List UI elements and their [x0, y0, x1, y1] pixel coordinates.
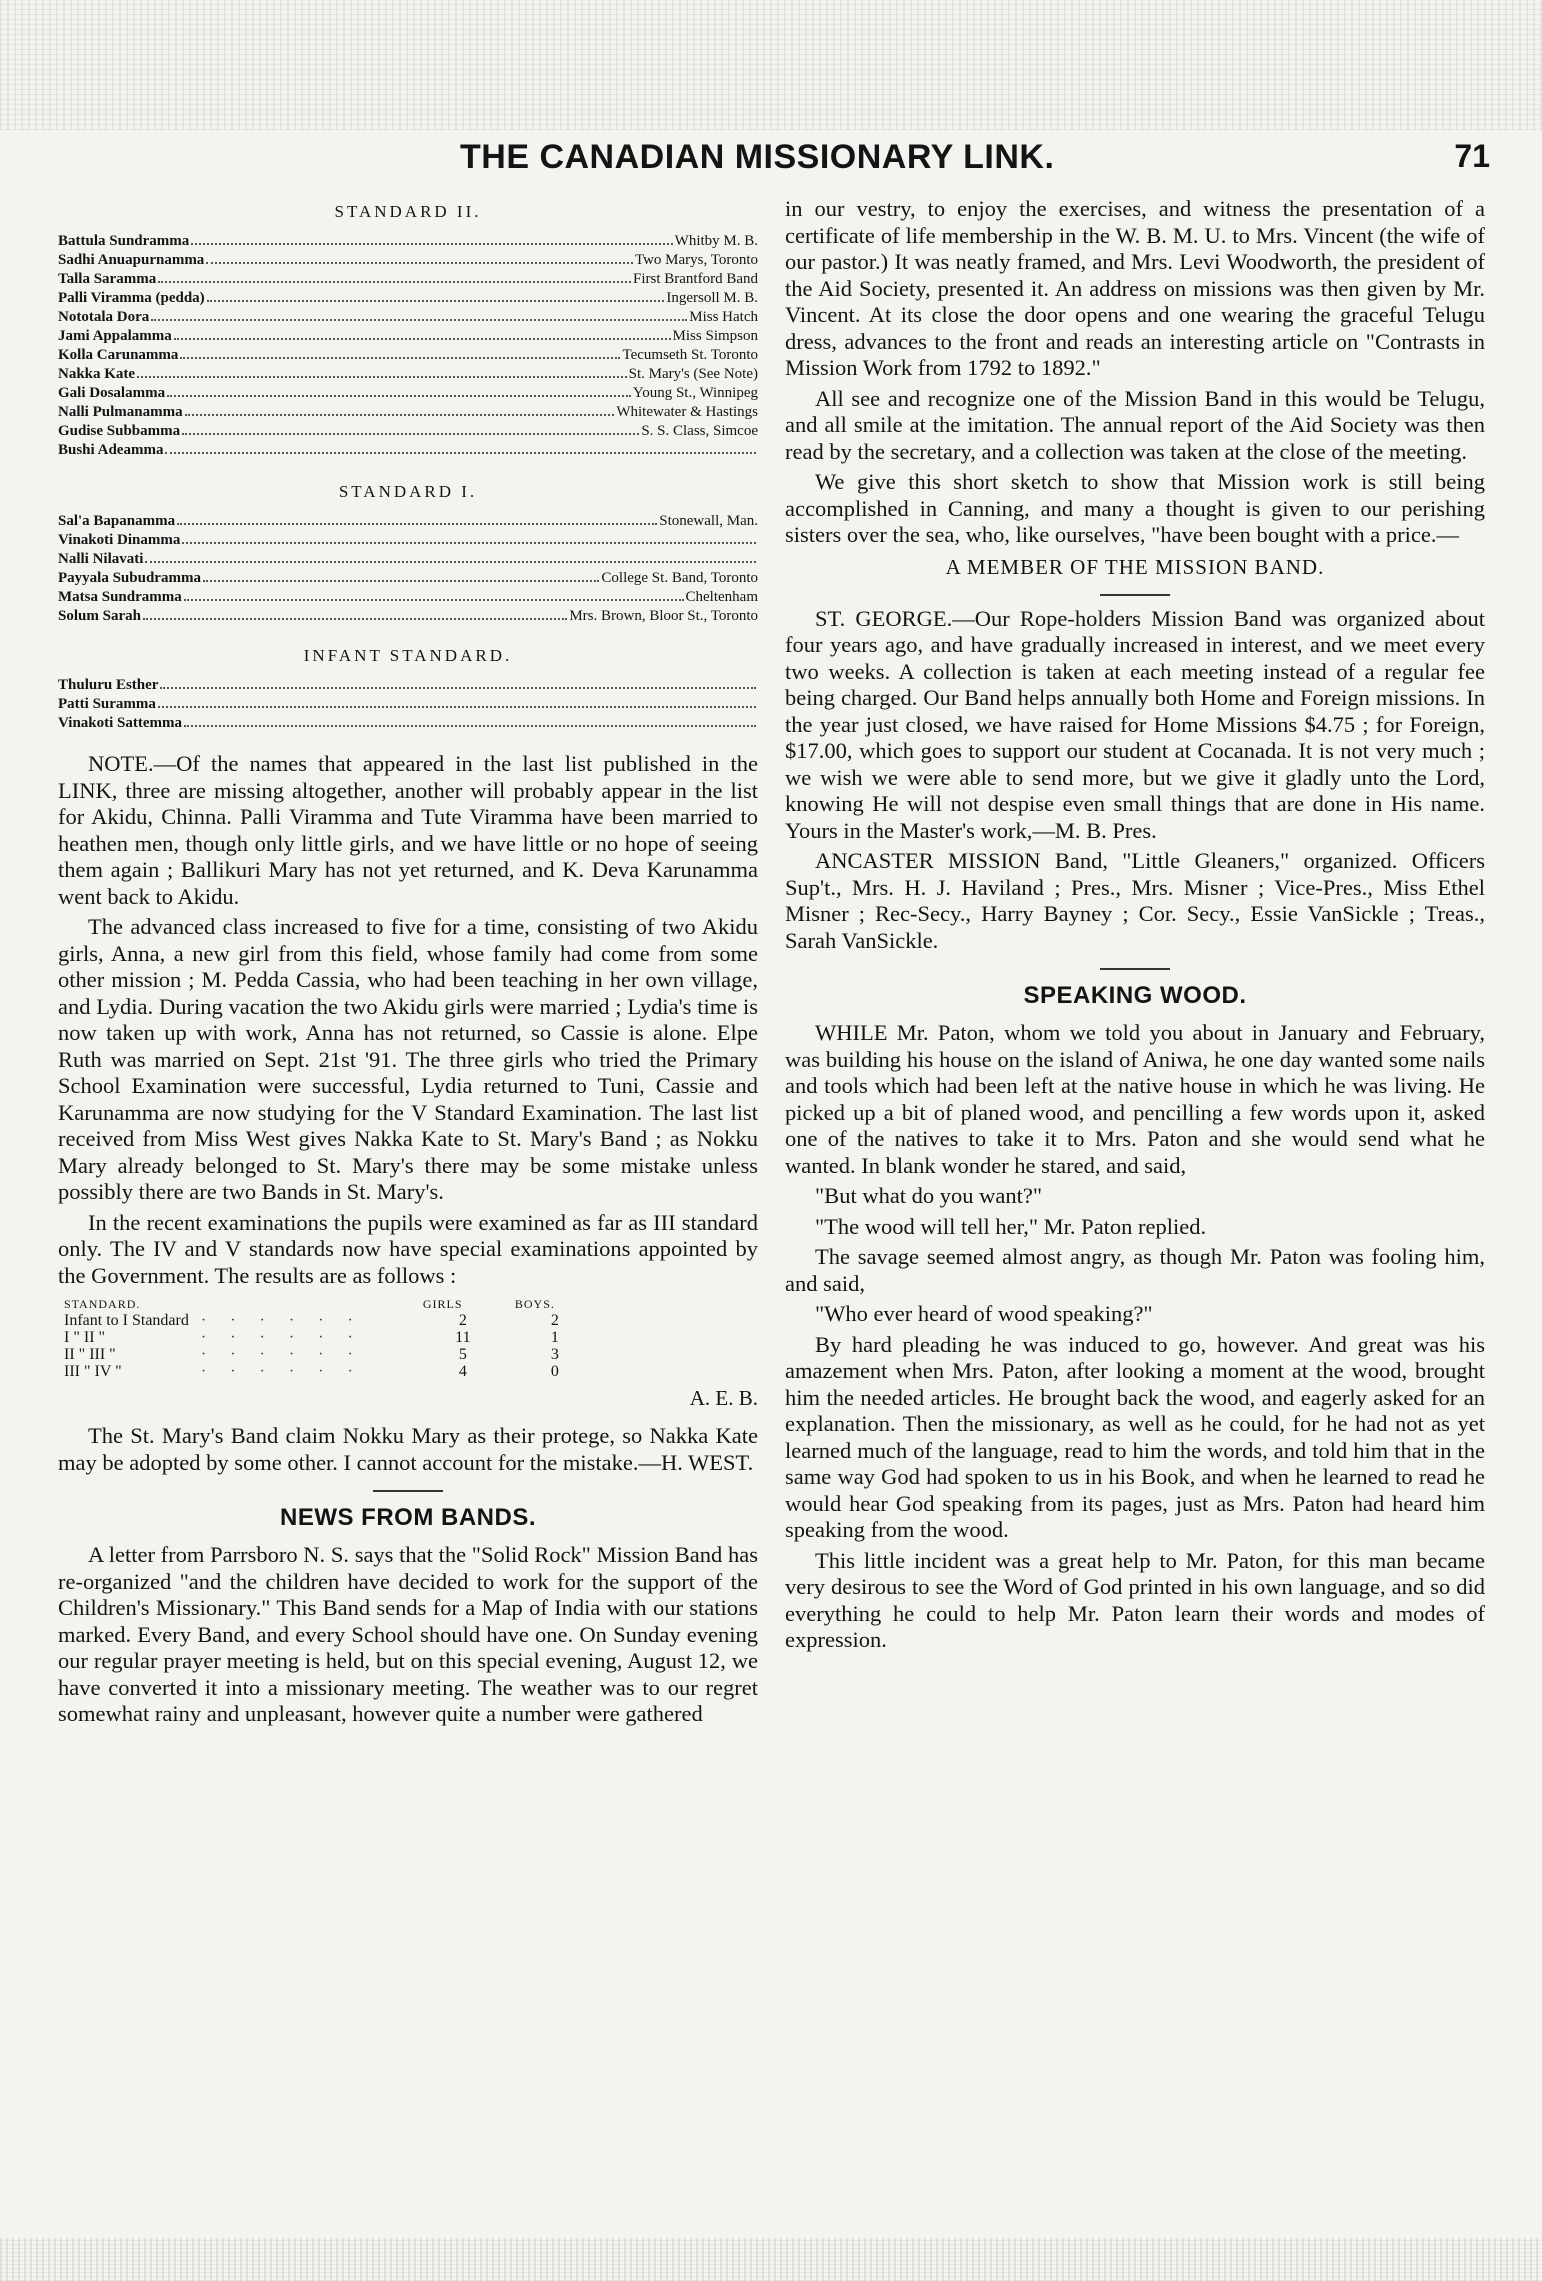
results-standard-cell: Infant to I Standard [64, 1312, 189, 1329]
supporting-band: Young St., Winnipeg [632, 385, 758, 401]
results-standard-cell: I " II " [64, 1329, 106, 1346]
speaking-wood-para-2: "But what do you want?" [815, 1183, 1043, 1208]
page-header [460, 138, 1490, 184]
supporting-band: S. S. Class, Simcoe [641, 423, 758, 439]
leader-dots [165, 441, 756, 454]
pupil-name: Jami Appalamma [58, 328, 172, 344]
roll-entry [58, 422, 758, 441]
results-boys-cell: 2 [550, 1312, 559, 1329]
leader-dots [158, 695, 756, 708]
scan-noise-top [0, 0, 1542, 130]
pupil-name: Vinakoti Sattemma [58, 715, 183, 731]
supporting-band: Stonewall, Man. [659, 513, 758, 529]
roll-entry [58, 607, 758, 626]
roll-entry [58, 550, 758, 569]
leader-dots [203, 569, 599, 582]
leader-dots [207, 289, 665, 302]
roll-entry [58, 512, 758, 531]
roll-entry [58, 384, 758, 403]
pupil-name: Patti Suramma [58, 696, 156, 712]
pupil-name: Bushi Adeamma [58, 442, 164, 458]
roll-entry [58, 676, 758, 695]
pupil-name: Gudise Subbamma [58, 423, 181, 439]
roll-entry [58, 327, 758, 346]
results-dots-cell: · · · · · · [200, 1312, 363, 1329]
pupil-name: Thuluru Esther [58, 677, 159, 693]
supporting-band: Miss Simpson [672, 328, 758, 344]
pupil-name: Nalli Pulmanamma [58, 404, 183, 420]
leader-dots [174, 327, 671, 340]
publication-title: THE CANADIAN MISSIONARY LINK. [460, 138, 1055, 176]
pupil-name: Kolla Carunamma [58, 347, 179, 363]
supporting-band: Whitby M. B. [674, 233, 758, 249]
results-row [58, 1312, 601, 1329]
results-row [58, 1346, 601, 1363]
roll-entry [58, 270, 758, 289]
leader-dots [180, 346, 620, 359]
speaking-wood-para-5: "Who ever heard of wood speaking?" [815, 1301, 1153, 1326]
roll-entry [58, 695, 758, 714]
results-boys-cell: 1 [550, 1329, 559, 1346]
right-column [785, 196, 1485, 1658]
pupil-name: Gali Dosalamma [58, 385, 166, 401]
speaking-wood-heading: SPEAKING WOOD. [1023, 982, 1247, 1009]
pupil-name: Vinakoti Dinamma [58, 532, 181, 548]
speaking-wood-para-1: WHILE Mr. Paton, whom we told you about in January and February, was building his house on the island of Aniwa, he one day wanted some nails and tools which had been left at the native house in which he was living. He picked up a bit of planed wood, and pencilling a few words upon it, asked one of the natives to take it to Mrs. Paton and she would send what he wanted. In blank wonder he stared, and said, [785, 1020, 1485, 1178]
infant-standard-list [58, 676, 758, 733]
leader-dots [177, 512, 657, 525]
results-girls-cell: 11 [455, 1329, 471, 1346]
leader-dots [191, 232, 672, 245]
roll-entry [58, 531, 758, 550]
pupil-name: Payyala Subudramma [58, 570, 201, 586]
roll-entry [58, 232, 758, 251]
roll-entry [58, 714, 758, 733]
roll-entry [58, 403, 758, 422]
parrsboro-paragraph: A letter from Parrsboro N. S. says that the "Solid Rock" Mission Band has re-organized "and the children have decided to work for the support of the Children's Missionary." This Band sends for a Map of India with our stations marked. Every Band, and every School should have one. On Sunday evening our regular prayer meeting is held, but on this special evening, August 12, we have converted it into a missionary meeting. The weather was to our regret somewhat rainy and unpleasant, however quite a number were gathered [58, 1542, 758, 1726]
leader-dots [143, 607, 567, 620]
supporting-band: Whitewater & Hastings [616, 404, 758, 420]
results-row [58, 1329, 601, 1346]
results-header-boys: BOYS. [514, 1297, 555, 1311]
results-header-standard: STANDARD. [64, 1297, 141, 1311]
supporting-band: St. Mary's (See Note) [628, 366, 758, 382]
leader-dots [206, 251, 633, 264]
results-boys-cell: 3 [550, 1346, 559, 1363]
section-divider-2 [1100, 594, 1170, 596]
standard-2-heading: STANDARD II. [334, 202, 482, 221]
supporting-band: Miss Hatch [689, 309, 758, 325]
roll-entry [58, 588, 758, 607]
page-number: 71 [1454, 138, 1490, 174]
results-boys-cell: 0 [550, 1363, 559, 1380]
telugu-imitation-paragraph: All see and recognize one of the Mission Band in this would be Telugu, and all smile at the imitation. The annual report of the Aid Society was then read by the secretary, and a collection was taken at the close of the meeting. [785, 385, 1485, 464]
news-from-bands-heading: NEWS FROM BANDS. [280, 1504, 536, 1531]
leader-dots [158, 270, 631, 283]
pupil-name: Nototala Dora [58, 309, 150, 325]
pupil-name: Nalli Nilavati [58, 551, 144, 567]
standard-2-list [58, 232, 758, 460]
supporting-band: Tecumseth St. Toronto [622, 347, 758, 363]
results-row [58, 1363, 601, 1380]
standard-1-heading: STANDARD I. [338, 482, 478, 501]
section-divider [373, 1490, 443, 1492]
roll-entry [58, 346, 758, 365]
supporting-band: First Brantford Band [633, 271, 758, 287]
leader-dots [137, 365, 627, 378]
roll-entry [58, 569, 758, 588]
pupil-name: Nakka Kate [58, 366, 136, 382]
pupil-name: Talla Saramma [58, 271, 157, 287]
section-divider-3 [1100, 968, 1170, 970]
results-table [58, 1297, 601, 1380]
leader-dots [184, 588, 684, 601]
results-header-girls: GIRLS [422, 1297, 463, 1311]
st-george-paragraph: ST. GEORGE.—Our Rope-holders Mission Band was organized about four years ago, and have gradually increased in interest, and we meet every two weeks. A collection is taken at each meeting instead of a regular fee being charged. Our Band helps annually both Home and Foreign missions. In the year just closed, we have raised for Home Missions $4.75 ; for Foreign, $17.00, which goes to support our student at Cocanada. It is not very much ; we wish we were able to send more, but we give it gladly unto the Lord, knowing He will not despise even small things that are done in His name. Yours in the Master's work,—M. B. Pres. [785, 605, 1485, 843]
advanced-class-paragraph: The advanced class increased to five for a time, consisting of two Akidu girls, Anna, a new girl from this field, whose family had come from some other mission ; M. Pedda Cassia, who had been teaching in her own village, and Lydia. During vacation the two Akidu girls were married ; Lydia's time is now taken up with work, Anna has not returned, so Cassie is alone. Elpe Ruth was married on Sept. 21st '91. The three girls who tried the Primary School Examination were successful, Lydia returned to Tuni, Cassie and Karunamma are now studying for the V Standard Examination. The last list received from Miss West gives Nakka Kate to St. Mary's Band ; as Nokku Mary already belonged to St. Mary's there may be some mistake unless possibly there are two Bands in St. Mary's. [58, 914, 758, 1204]
leader-dots [167, 384, 631, 397]
supporting-band: Cheltenham [685, 589, 758, 605]
roll-entry [58, 289, 758, 308]
st-marys-paragraph: The St. Mary's Band claim Nokku Mary as their protege, so Nakka Kate may be adopted by some other. I cannot account for the mistake.—H. WEST. [58, 1423, 758, 1475]
speaking-wood-para-6: By hard pleading he was induced to go, however. And great was his amazement when Mrs. Paton, after looking a moment at the wood, brought him the needed articles. He brought back the wood, and eagerly asked for an explanation. Then the missionary, as well as he could, for he had not as yet learned much of the language, read to him the words, and told him that in the same way God had spoken to us in his Book, and when he learned to read he would hear God speaking from its pages, just as Mrs. Paton had heard him speaking from the wood. [785, 1331, 1485, 1542]
signature-member: A MEMBER OF THE MISSION BAND. [945, 554, 1325, 579]
roll-entry [58, 365, 758, 384]
results-standard-cell: II " III " [64, 1346, 116, 1363]
pupil-name: Palli Viramma (pedda) [58, 290, 205, 306]
signature-aeb: A. E. B. [689, 1386, 758, 1410]
supporting-band: Two Marys, Toronto [634, 252, 758, 268]
pupil-name: Sadhi Anuapurnamma [58, 252, 205, 268]
leader-dots [160, 676, 756, 689]
roll-entry [58, 251, 758, 270]
leader-dots [185, 403, 615, 416]
supporting-band: Mrs. Brown, Bloor St., Toronto [569, 608, 758, 624]
leader-dots [182, 422, 639, 435]
leader-dots [184, 714, 756, 727]
infant-standard-heading: INFANT STANDARD. [303, 646, 513, 665]
results-girls-cell: 5 [458, 1346, 467, 1363]
results-dots-cell: · · · · · · [200, 1346, 363, 1363]
results-girls-cell: 2 [458, 1312, 467, 1329]
leader-dots [182, 531, 756, 544]
roll-entry [58, 441, 758, 460]
leader-dots [151, 308, 687, 321]
speaking-wood-para-7: This little incident was a great help to Mr. Paton, for this man became very desirous to see the Word of God printed in his own language, and so did everything he could to help Mr. Paton learn their words and modes of expression. [785, 1547, 1485, 1652]
speaking-wood-para-3: "The wood will tell her," Mr. Paton replied. [815, 1213, 1207, 1239]
pupil-name: Matsa Sundramma [58, 589, 182, 605]
results-dots-cell: · · · · · · [200, 1363, 363, 1380]
canning-sketch-paragraph: We give this short sketch to show that Mission work is still being accomplished in Canning, and many a thought is given to our perishing sisters over the sea, who, like ourselves, "have been bought with a price.— [785, 469, 1485, 547]
ancaster-paragraph: ANCASTER MISSION Band, "Little Gleaners," organized. Officers Sup't., Mrs. H. J. Haviland ; Pres., Mrs. Misner ; Vice-Pres., Miss Ethel Misner ; Rec-Secy., Harry Bayney ; Cor. Secy., Essie VanSickle ; Treas., Sarah VanSickle. [785, 848, 1485, 953]
roll-entry [58, 308, 758, 327]
standard-1-list [58, 512, 758, 626]
scan-noise-bottom [0, 2238, 1542, 2281]
pupil-name: Solum Sarah [58, 608, 141, 624]
supporting-band: Ingersoll M. B. [666, 290, 758, 306]
examinations-paragraph: In the recent examinations the pupils were examined as far as III standard only. The IV and V standards now have special examinations appointed by the Government. The results are as follows : [58, 1209, 758, 1288]
vestry-paragraph: in our vestry, to enjoy the exercises, and witness the presentation of a certificate of life membership in the W. B. M. U. to Mrs. Vincent (the wife of our pastor.) It was neatly framed, and Mrs. Levi Woodworth, the president of the Aid Society, presented it. An address on missions was then given by Mr. Vincent. At its close the door opens and one wearing the graceful Telugu dress, advances to the front and reads an interesting article on "Contrasts in Mission Work from 1792 to 1892." [785, 196, 1485, 380]
leader-dots [145, 550, 756, 563]
left-column [58, 196, 758, 1732]
results-standard-cell: III " IV " [64, 1363, 122, 1380]
results-girls-cell: 4 [458, 1363, 467, 1380]
pupil-name: Sal'a Bapanamma [58, 513, 176, 529]
results-dots-cell: · · · · · · [200, 1329, 363, 1346]
pupil-name: Battula Sundramma [58, 233, 190, 249]
speaking-wood-para-4: The savage seemed almost angry, as though Mr. Paton was fooling him, and said, [785, 1244, 1485, 1296]
note-paragraph: NOTE.—Of the names that appeared in the last list published in the LINK, three are missing altogether, another will probably appear in the list for Akidu, Chinna. Palli Viramma and Tute Viramma have been married to heathen men, though only little girls, and we have little or no hope of seeing them again ; Ballikuri Mary has not yet returned, and K. Deva Karunamma went back to Akidu. [58, 751, 758, 909]
supporting-band: College St. Band, Toronto [601, 570, 758, 586]
